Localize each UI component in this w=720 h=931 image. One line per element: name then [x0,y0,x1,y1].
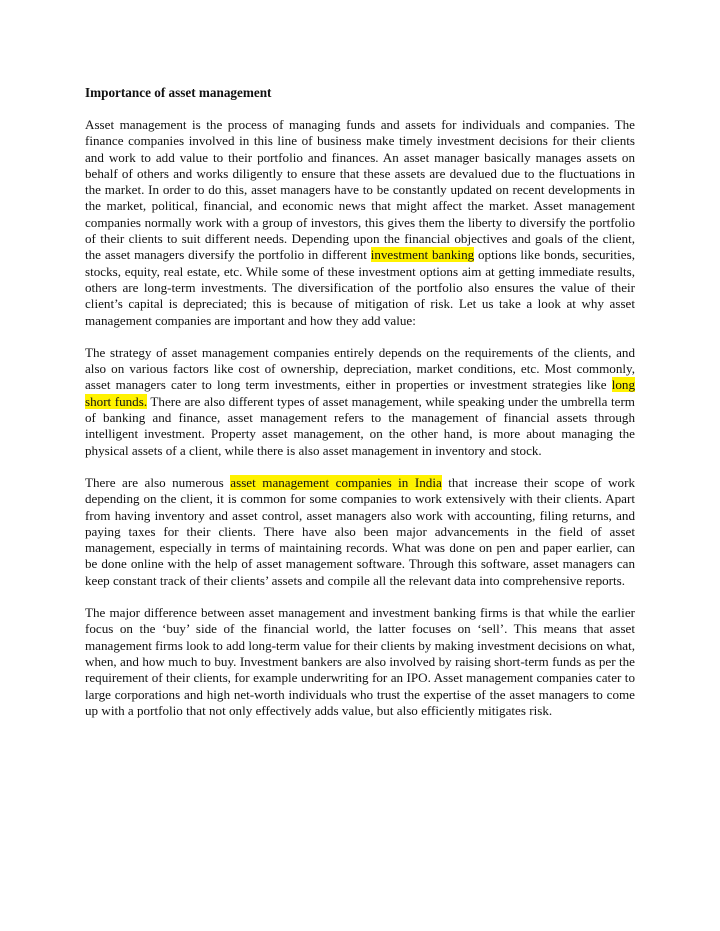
document-body [85,84,635,735]
paragraph-1-text-before: Asset management is the process of managing funds and assets for individuals and companies. The finance companies involved in this line of business make timely investment decisions for their clients and work to add value to their portfolio and finances. An asset manager basically manages assets on behalf of others and works diligently to ensure that these assets are devalued due to the fluctuations in the market. In order to do this, asset managers have to be constantly updated on recent developments in the market, political, financial, and economic news that might affect the market. Asset management companies normally work with a group of investors, this gives them the liberty to diversify the portfolio of their clients to suit different needs. Depending upon the financial objectives and goals of the client, the asset managers diversify the portfolio in different [85,117,635,263]
paragraph-3-text-after: that increase their scope of work depending on the client, it is common for some companies to work extensively with their clients. Apart from having inventory and asset control, asset managers also work with accounting, filing returns, and paying taxes for their clients. There have also been major advancements in the field of asset management, especially in terms of maintaining records. What was done on pen and paper earlier, can be done online with the help of asset management software. Through this software, asset managers can keep constant track of their clients’ assets and compile all the relevant data into comprehensive reports. [85,474,635,588]
highlight-asset-management-companies-india[interactable]: asset management companies in India [230,474,442,490]
paragraph-3 [85,475,635,589]
highlight-investment-banking[interactable]: investment banking [370,247,475,263]
paragraph-1-text-after: options like bonds, securities, stocks, equity, real estate, etc. While some of these investment options aim at getting immediate results, others are long-term investments. The diversification of the portfolio also ensures the value of their client’s capital is depreciated; this is because of mitigation of risk. Let us take a look at why asset management companies are important and how they add value: [85,247,635,328]
paragraph-2-text-after: There are also different types of asset management, while speaking under the umbrella term of banking and finance, asset management refers to the management of financial assets through intelligent investment. Property asset management, on the other hand, is more about managing the physical assets of a client, while there is also asset management in inventory and stock. [85,393,635,458]
paragraph-4-text: The major difference between asset management and investment banking firms is that while the earlier focus on the ‘buy’ side of the financial world, the latter focuses on ‘sell’. This means that asset management firms look to add long-term value for their clients by making investment decisions on what, when, and how much to buy. Investment bankers are also involved by raising short-term funds as per the requirement of their clients, for example underwriting for an IPO. Asset management companies cater to large corporations and high net-worth individuals who trust the expertise of the asset managers to come up with a portfolio that not only effectively adds value, but also efficiently mitigates risk. [85,605,635,718]
paragraph-4 [85,605,635,719]
paragraph-2-text-before: The strategy of asset management companies entirely depends on the requirements of the clients, and also on various factors like cost of ownership, depreciation, market conditions, etc. Most commonly, asset managers cater to long term investments, either in properties or investment strategies like [85,344,635,393]
paragraph-2 [85,345,635,459]
paragraph-3-text-before: There are also numerous [85,474,231,490]
paragraph-1 [85,117,635,329]
document-title: Importance of asset management [85,85,272,100]
highlight-long-short-funds[interactable]: long short funds. [85,377,635,409]
